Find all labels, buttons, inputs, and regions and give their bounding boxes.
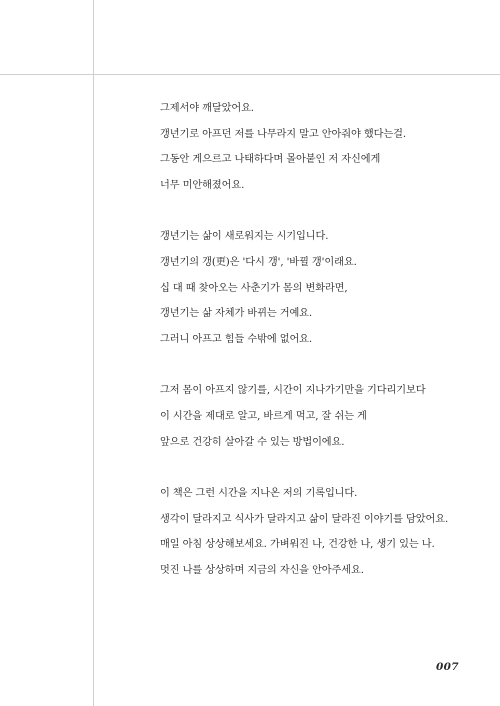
- text-line: 앞으로 건강히 살아갈 수 있는 방법이에요.: [160, 436, 345, 448]
- paragraph-2: [160, 224, 490, 352]
- text-line: 매일 아침 상상해보세요. 가벼워진 나, 건강한 나, 생기 있는 나.: [160, 539, 435, 551]
- text-line: 그동안 게으르고 나태하다며 몰아붙인 저 자신에게: [160, 154, 381, 166]
- text-line: 그저 몸이 아프지 않기를, 시간이 지나가기만을 기다리기보다: [160, 385, 426, 397]
- text-line: 생각이 달라지고 식사가 달라지고 삶이 달라진 이야기를 담았어요.: [160, 513, 449, 525]
- text-line: 갱년기의 갱(更)은 '다시 갱', '바뀔 갱'이래요.: [160, 256, 357, 268]
- text-line: 갱년기로 아프던 저를 나무라지 말고 안아줘야 했다는걸.: [160, 128, 407, 140]
- text-line: 그제서야 깨달았어요.: [160, 103, 254, 114]
- vertical-guide-line: [93, 0, 94, 706]
- paragraph-1: [160, 96, 490, 198]
- body-text: [160, 96, 490, 610]
- page-number: 007: [436, 661, 459, 673]
- text-line: 멋진 나를 상상하며 지금의 자신을 안아주세요.: [160, 564, 364, 576]
- text-line: 그러니 아프고 힘들 수밖에 없어요.: [160, 333, 313, 345]
- text-line: 갱년기는 삶 자체가 바뀌는 거예요.: [160, 308, 313, 320]
- text-line: 갱년기는 삶이 새로워지는 시기입니다.: [160, 231, 329, 243]
- text-line: 너무 미안해졌어요.: [160, 179, 245, 191]
- text-line: 이 시간을 제대로 알고, 바르게 먹고, 잘 쉬는 게: [160, 410, 367, 422]
- text-line: 십 대 때 찾아오는 사춘기가 몸의 변화라면,: [160, 282, 348, 294]
- paragraph-3: [160, 378, 490, 455]
- text-line: 이 책은 그런 시간을 지나온 저의 기록입니다.: [160, 488, 358, 500]
- horizontal-guide-line: [0, 74, 500, 75]
- paragraph-4: [160, 481, 490, 583]
